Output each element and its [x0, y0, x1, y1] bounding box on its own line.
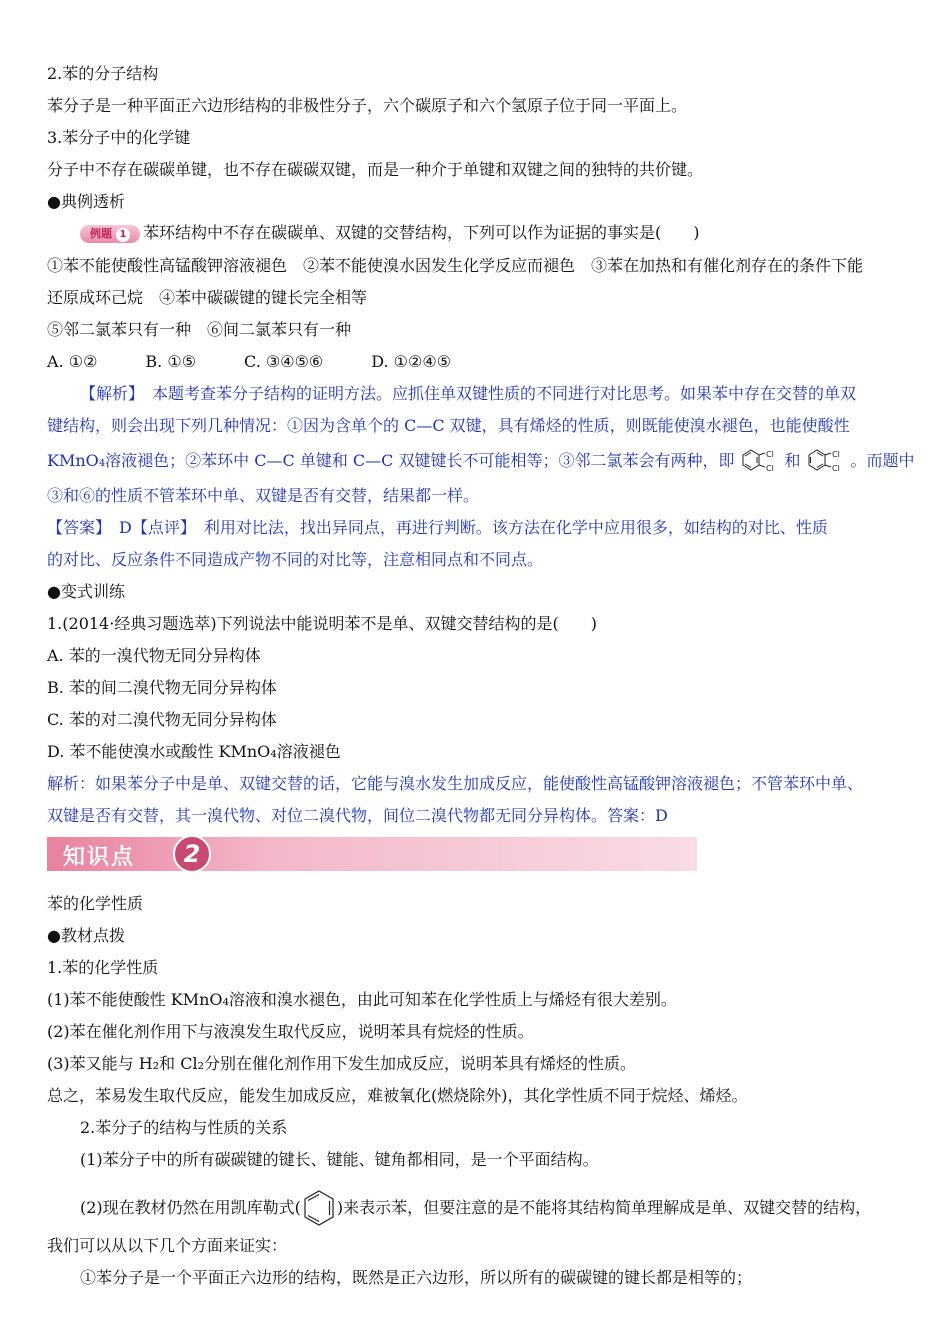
- analysis-text: ③和⑥的性质不管苯环中单、双键是否有交替，结果都一样。: [47, 486, 480, 505]
- knowledge-point-banner: [47, 837, 697, 871]
- section-label-practice: ●变式训练: [47, 582, 125, 601]
- kekule-benzene-structure: [301, 1187, 337, 1231]
- heading-molecular-structure: 2.苯的分子结构: [47, 64, 159, 83]
- paragraph: 分子中不存在碳碳单键，也不存在碳碳双键，而是一种介于单键和双键之间的独特的共价键。: [47, 160, 704, 179]
- example-badge: 例题 1: [80, 225, 140, 243]
- question-text: 苯环结构中不存在碳碳单、双键的交替结构，下列可以作为证据的事实是( ): [143, 223, 700, 242]
- paragraph: 苯分子是一种平面正六边形结构的非极性分子，六个碳原子和六个氢原子位于同一平面上。: [47, 96, 688, 115]
- section-label-textbook: ●教材点拨: [47, 926, 125, 945]
- analysis-text-with-structures: KMnO₄溶液褪色；②苯环中 C—C 单键和 C—C 双键键长不可能相等；③邻二氯苯会有两种，即 Cl Cl 和 Cl Cl 。而题中: [47, 446, 915, 477]
- analysis-text: 【解析】 本题考查苯分子结构的证明方法。应抓住单双键性质的不同进行对比思考。如果苯中存在交替的单双: [80, 384, 857, 403]
- svg-text:Cl: Cl: [831, 449, 840, 459]
- paragraph: 我们可以从以下几个方面来证实：: [47, 1236, 288, 1255]
- structure-point: (1)苯分子中的所有碳碳键的键长、键能、键角都相同，是一个平面结构。: [80, 1150, 599, 1169]
- topic-title: 苯的化学性质: [47, 894, 144, 913]
- heading-chemical-properties: 1.苯的化学性质: [47, 958, 159, 977]
- practice-question: 1.(2014·经典习题选萃)下列说法中能说明苯不是单、双键交替结构的是( ): [47, 614, 598, 633]
- banner-number: 2: [173, 835, 211, 873]
- practice-option: B. 苯的间二溴代物无同分异构体: [47, 678, 277, 697]
- property-item: (1)苯不能使酸性 KMnO₄溶液和溴水褪色，由此可知苯在化学性质上与烯烃有很大差别。: [47, 990, 677, 1009]
- answer-and-comment: 【答案】 D【点评】 利用对比法，找出异同点，再进行判断。该方法在化学中应用很多，如结构的对比、性质: [47, 518, 828, 537]
- structure-evidence: ①苯分子是一个平面正六边形的结构，既然是正六边形，所以所有的碳碳键的键长都是相等的；: [80, 1268, 753, 1287]
- structure-point-kekule: (2)现在教材仍然在用凯库勒式( )来表示苯，但要注意的是不能将其结构简单理解成是单、双键交替的结构，: [80, 1186, 871, 1231]
- svg-text:Cl: Cl: [765, 463, 774, 473]
- property-item: (2)苯在催化剂作用下与液溴发生取代反应，说明苯具有烷烃的性质。: [47, 1022, 534, 1041]
- answer-choices: A. ①② B. ①⑤ C. ③④⑤⑥ D. ①②④⑤: [47, 352, 452, 371]
- practice-explanation: 双键是否有交替，其一溴代物、对位二溴代物，间位二溴代物都无同分异构体。答案：D: [47, 806, 668, 825]
- svg-text:Cl: Cl: [831, 463, 840, 473]
- example-question: [80, 223, 700, 243]
- summary: 总之，苯易发生取代反应，能发生加成反应，难被氧化(燃烧除外)，其化学性质不同于烷烃、烯烃。: [47, 1086, 748, 1105]
- heading-chemical-bond: 3.苯分子中的化学键: [47, 128, 191, 147]
- section-label-example: ●典例透析: [47, 192, 125, 211]
- heading-structure-property: 2.苯分子的结构与性质的关系: [80, 1118, 288, 1137]
- practice-explanation: 解析：如果苯分子中是单、双键交替的话，它能与溴水发生加成反应，能使酸性高锰酸钾溶液褪色；不管苯环中单、: [47, 774, 864, 793]
- practice-option: D. 苯不能使溴水或酸性 KMnO₄溶液褪色: [47, 742, 341, 761]
- answer-and-comment: 的对比、反应条件不同造成产物不同的对比等，注意相同点和不同点。: [47, 550, 544, 569]
- option-statements: 还原成环己烷 ④苯中碳碳键的键长完全相等: [47, 288, 368, 307]
- banner-title: 知识点: [63, 845, 136, 870]
- option-statements: ⑤邻二氯苯只有一种 ⑥间二氯苯只有一种: [47, 320, 352, 339]
- svg-text:Cl: Cl: [765, 449, 774, 459]
- option-statements: ①苯不能使酸性高锰酸钾溶液褪色 ②苯不能使溴水因发生化学反应而褪色 ③苯在加热和有催化剂存在的条件下能: [47, 256, 864, 275]
- ortho-dichlorobenzene-structure: [735, 447, 785, 477]
- analysis-text: 键结构，则会出现下列几种情况：①因为含单个的 C—C 双键，具有烯烃的性质，则既能使溴水褪色，也能使酸性: [47, 416, 850, 435]
- practice-option: C. 苯的对二溴代物无同分异构体: [47, 710, 277, 729]
- property-item: (3)苯又能与 H₂和 Cl₂分别在催化剂作用下发生加成反应，说明苯具有烯烃的性质。: [47, 1054, 636, 1073]
- practice-option: A. 苯的一溴代物无同分异构体: [47, 646, 261, 665]
- ortho-dichlorobenzene-alt-structure: [801, 447, 851, 477]
